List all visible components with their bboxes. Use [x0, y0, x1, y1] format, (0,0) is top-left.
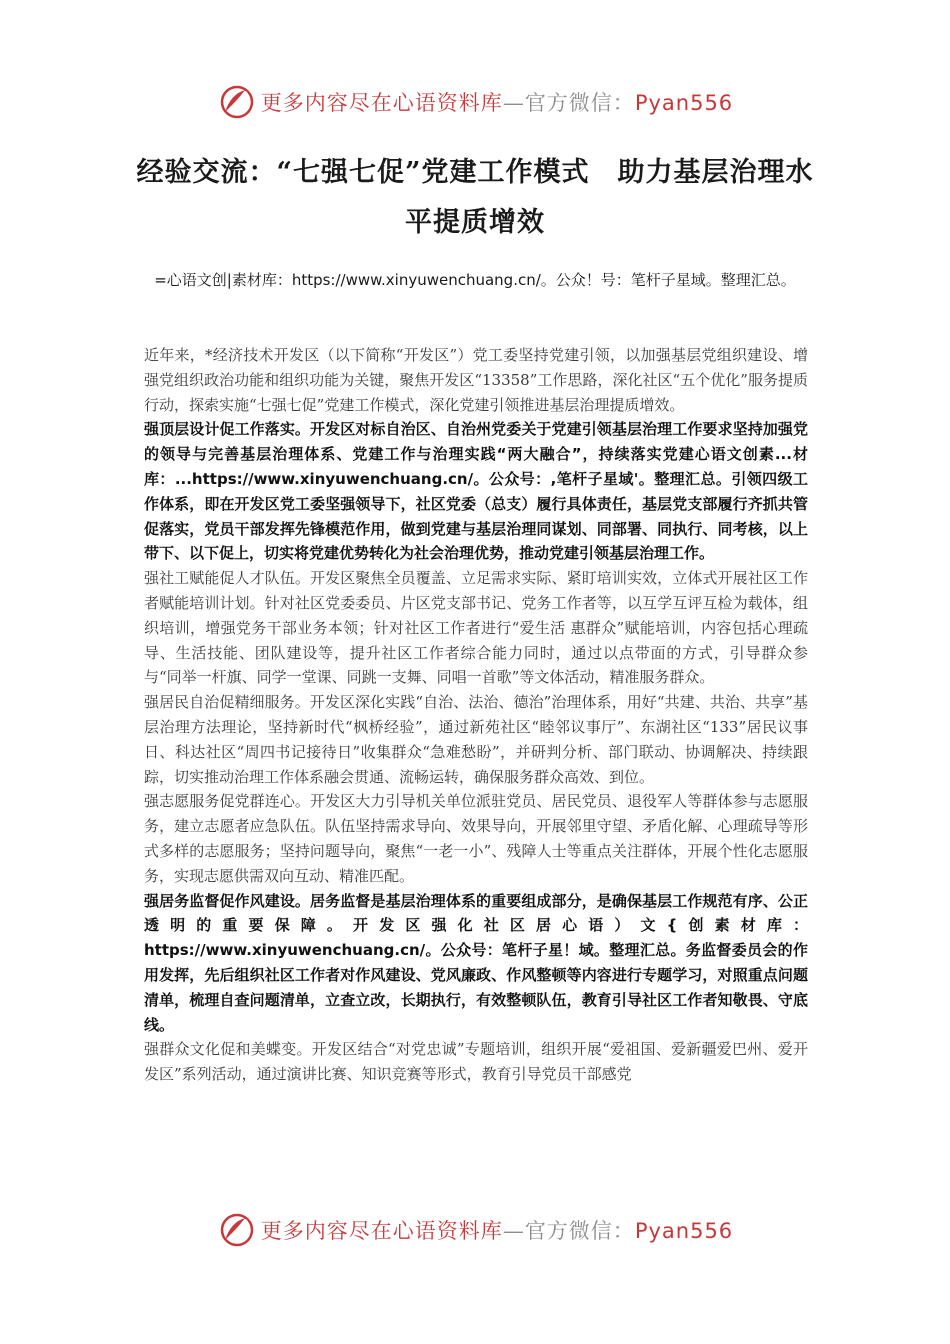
paragraph-volunteer: 强志愿服务促党群连心。开发区大力引导机关单位派驻党员、居民党员、退役军人等群体参与志愿服务，建立志愿者应急队伍。队伍坚持需求导向、效果导向，开展邻里守望、矛盾化解、心理疏导等形式多样的志愿服务；坚持问题导向，聚焦“一老一小”、残障人士等重点关注群体，开展个性化志愿服务，实现志愿供需双向互动、精准匹配。 [144, 792, 808, 885]
header-banner [0, 80, 950, 124]
logo-icon [217, 1210, 257, 1250]
paragraph-social-workers: 强社工赋能促人才队伍。开发区聚焦全员覆盖、立足需求实际、紧盯培训实效，立体式开展社区工作者赋能培训计划。针对社区党委委员、片区党支部书记、党务工作者等，以互学互评互检为载体，组织培训，增强党务干部业务本领；针对社区工作者进行“爱生活 惠群众”赋能培训，内容包括心理疏导、生活技能、团队建设等，提升社区工作者综合能力同时，通过以点带面的方式，引导群众参与“同举一杆旗、同学一堂课、同跳一支舞、同唱一首歌”等文体活动，精准服务群众。 [144, 569, 808, 687]
paragraph-top-design: 强顶层设计促工作落实。开发区对标自治区、自治州党委关于党建引领基层治理工作要求坚持加强党的领导与完善基层治理体系、党建工作与治理实践“两大融合”，持续落实党建心语文创素...材库：...https://www.xinyuwenchuang.cn/。公众号：,笔杆子星域'。整理汇总。引领四级工作体系，即在开发区党工委坚强领导下，社区党委（总支）履行具体责任，基层党支部履行齐抓共管促落实，党员干部发挥先锋模范作用，做到党建与基层治理同谋划、同部署、同执行、同考核，以上带下、以下促上，切实将党建优势转化为社会治理优势，推动党建引领基层治理工作。 [144, 420, 808, 563]
article-body [144, 343, 808, 1087]
logo-icon [217, 82, 257, 122]
paragraph-resident-autonomy: 强居民自治促精细服务。开发区深化实践“自治、法治、德治”治理体系，用好“共建、共治、共享”基层治理方法理论，坚持新时代“枫桥经验”，通过新苑社区“睦邻议事厅”、东湖社区“133”居民议事日、科达社区“周四书记接待日”收集群众“急难愁盼”，并研判分析、部门联动、协调解决、持续跟踪，切实推动治理工作体系融会贯通、流畅运转，确保服务群众高效、到位。 [144, 693, 808, 786]
banner-text: 更多内容尽在心语资料库—官方微信：Pyan556 [260, 1219, 734, 1243]
footer-banner [0, 1208, 950, 1252]
source-note: =心语文创|素材库：https://www.xinyuwenchuang.cn/。公众！号：笔杆子星域。整理汇总。 [154, 271, 796, 289]
paragraph-supervision: 强居务监督促作风建设。居务监督是基层治理体系的重要组成部分，是确保基层工作规范有序、公正透明的重要保障。开发区强化社区居心语）文{创素材库：https://www.xinyuwenchuang.cn/。公众号：笔杆子星！域。整理汇总。务监督委员会的作用发挥，先后组织社区工作者对作风建设、党风廉政、作风整顿等内容进行专题学习，对照重点问题清单，梳理自查问题清单，立查立改，长期执行，有效整顿队伍，教育引导社区工作者知敬畏、守底线。 [144, 891, 808, 1034]
banner-text: 更多内容尽在心语资料库—官方微信：Pyan556 [260, 91, 734, 115]
page-title: 经验交流：“七强七促”党建工作模式 助力基层治理水平提质增效 [136, 157, 814, 238]
paragraph-intro: 近年来，*经济技术开发区（以下简称“开发区”）党工委坚持党建引领，以加强基层党组织建设、增强党组织政治功能和组织功能为关键，聚焦开发区“13358”工作思路，深化社区“五个优化”服务提质行动，探索实施“七强七促”党建工作模式，深化党建引领推进基层治理提质增效。 [144, 346, 808, 414]
paragraph-culture: 强群众文化促和美蝶变。开发区结合“对党忠诚”专题培训，组织开展“爱祖国、爱新疆爱巴州、爱开发区”系列活动，通过演讲比赛、知识竞赛等形式，教育引导党员干部感党 [144, 1040, 808, 1084]
